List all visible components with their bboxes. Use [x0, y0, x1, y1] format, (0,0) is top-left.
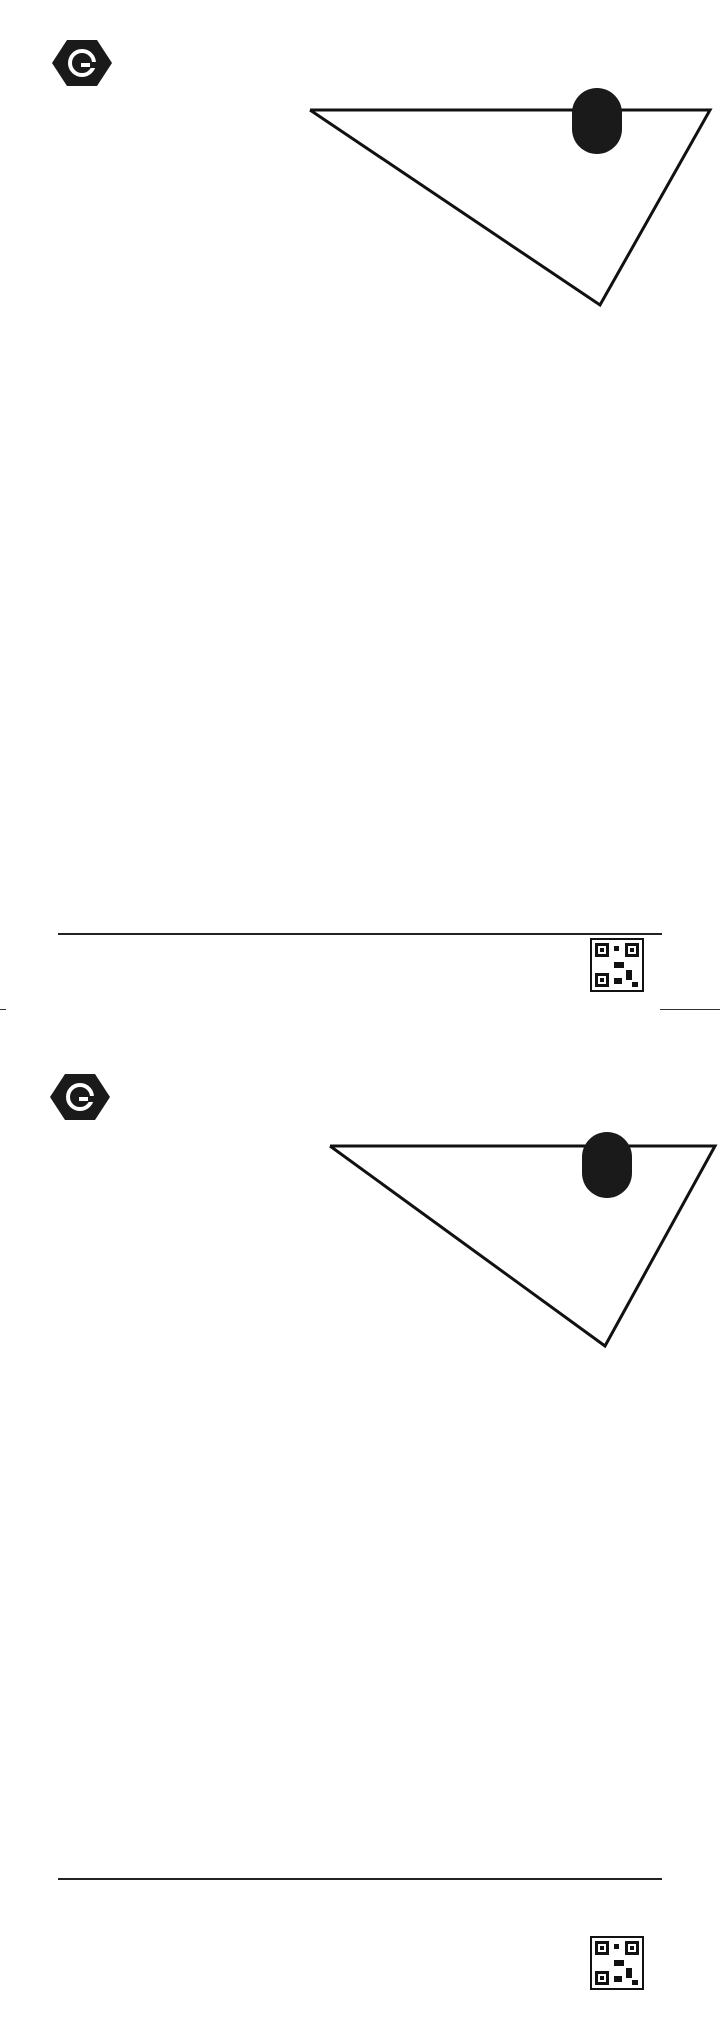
banner-triangle-icon: [300, 80, 720, 310]
poster-page-2: [0, 1018, 720, 2038]
footer-divider: [58, 933, 662, 935]
banner-triangle-icon: [320, 1126, 720, 1356]
footer-divider: [58, 1878, 662, 1880]
company-logo-icon: [50, 1074, 110, 1120]
welcome-banner: [300, 80, 720, 310]
qr-code-icon: [590, 1936, 644, 1990]
page-separator: [0, 1005, 720, 1015]
poster-page-1: [0, 0, 720, 1003]
welcome-banner: [320, 1126, 720, 1356]
qr-code-icon: [590, 938, 644, 992]
recruit-badge: [572, 88, 622, 154]
company-logo-icon: [52, 40, 112, 86]
recruit-badge: [582, 1132, 632, 1198]
